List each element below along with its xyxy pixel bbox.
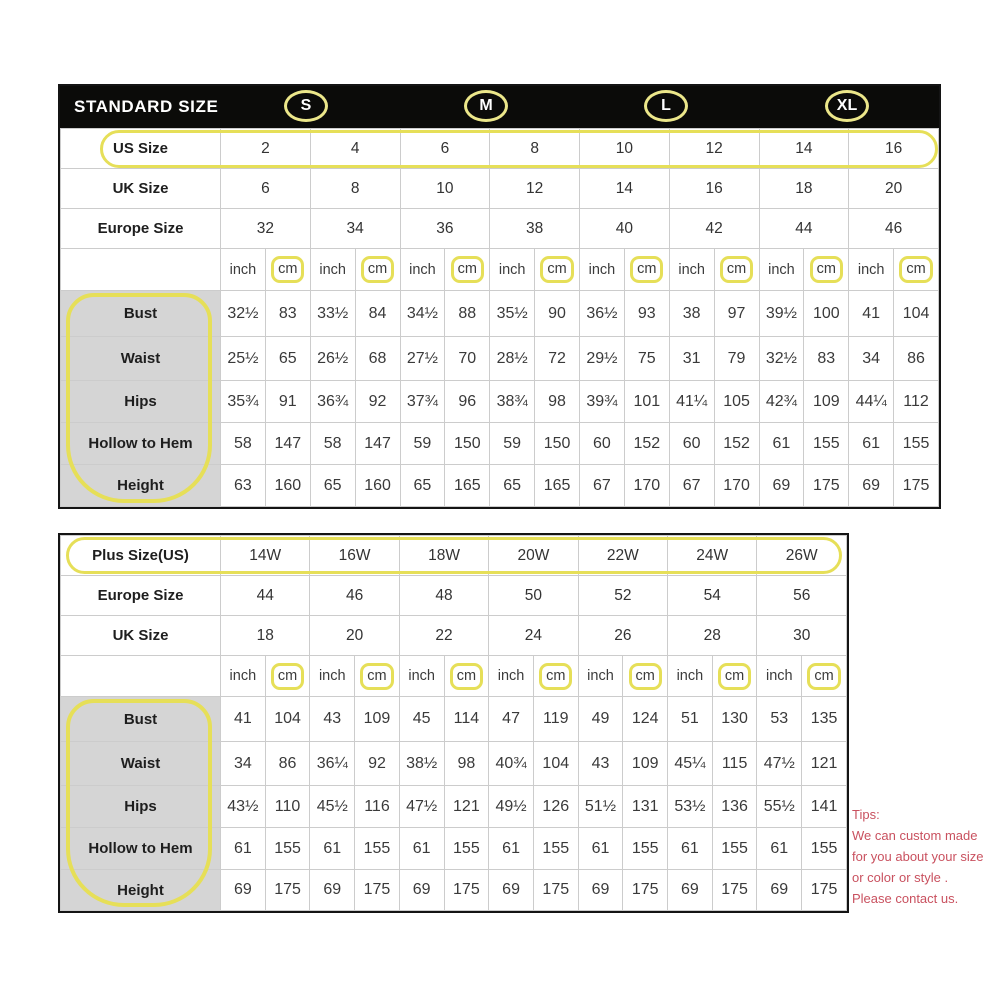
value-cell: 175 — [894, 465, 939, 507]
inch-header-cell: inch — [849, 249, 894, 291]
value-cell: 175 — [355, 870, 400, 911]
value-cell: 47½ — [757, 742, 802, 786]
value-cell: 34 — [849, 337, 894, 381]
value-cell: 97 — [714, 291, 759, 337]
row-label: UK Size — [61, 169, 221, 209]
size-value-cell: 22W — [578, 536, 667, 576]
cm-highlight-badge: cm — [810, 256, 843, 283]
value-cell: 65 — [400, 465, 445, 507]
value-cell: 121 — [802, 742, 847, 786]
value-cell: 26½ — [310, 337, 355, 381]
size-s-circle — [284, 90, 328, 122]
value-cell: 98 — [535, 381, 580, 423]
value-cell: 175 — [444, 870, 489, 911]
cm-highlight-badge: cm — [271, 663, 304, 690]
value-cell: 37¾ — [400, 381, 445, 423]
value-cell: 69 — [759, 465, 804, 507]
value-cell: 69 — [310, 870, 355, 911]
inch-header-cell: inch — [400, 249, 445, 291]
size-xl-circle — [825, 90, 869, 122]
size-value-cell: 24W — [668, 536, 757, 576]
value-cell: 155 — [894, 423, 939, 465]
value-cell: 61 — [849, 423, 894, 465]
value-cell: 28½ — [490, 337, 535, 381]
value-cell: 61 — [757, 828, 802, 870]
value-cell: 109 — [623, 742, 668, 786]
value-cell: 92 — [355, 742, 400, 786]
size-value-cell: 50 — [489, 576, 578, 616]
plus-size-table — [58, 533, 849, 913]
size-value-cell: 2 — [221, 129, 311, 169]
size-l-label: L — [661, 97, 671, 114]
cm-highlight-badge: cm — [451, 256, 484, 283]
cm-header-cell — [804, 249, 849, 291]
value-cell: 38¾ — [490, 381, 535, 423]
value-cell: 155 — [355, 828, 400, 870]
value-cell: 69 — [668, 870, 713, 911]
size-value-cell: 54 — [668, 576, 757, 616]
cm-header-cell — [265, 656, 310, 697]
standard-size-header — [60, 86, 939, 128]
value-cell: 86 — [265, 742, 310, 786]
value-cell: 53½ — [668, 786, 713, 828]
inch-header-cell: inch — [399, 656, 444, 697]
row-label: Height — [61, 870, 221, 911]
value-cell: 126 — [533, 786, 578, 828]
inch-header-cell: inch — [757, 656, 802, 697]
tips-title: Tips: — [852, 807, 880, 822]
value-cell: 155 — [804, 423, 849, 465]
value-cell: 60 — [669, 423, 714, 465]
value-cell: 96 — [445, 381, 490, 423]
size-value-cell: 14 — [759, 129, 849, 169]
inch-header-cell: inch — [489, 656, 534, 697]
tips-line: Please contact us. — [852, 891, 959, 906]
value-cell: 47½ — [399, 786, 444, 828]
value-cell: 31 — [669, 337, 714, 381]
value-cell: 38½ — [399, 742, 444, 786]
value-cell: 65 — [310, 465, 355, 507]
value-cell: 47 — [489, 697, 534, 742]
value-cell: 152 — [714, 423, 759, 465]
size-value-cell: 16 — [849, 129, 939, 169]
size-value-cell: 24 — [489, 616, 578, 656]
value-cell: 147 — [355, 423, 400, 465]
value-cell: 150 — [445, 423, 490, 465]
cm-header-cell — [265, 249, 310, 291]
value-cell: 130 — [712, 697, 757, 742]
value-cell: 88 — [445, 291, 490, 337]
cm-highlight-badge: cm — [360, 663, 393, 690]
inch-header-cell: inch — [580, 249, 625, 291]
table-row — [61, 656, 847, 697]
value-cell: 91 — [265, 381, 310, 423]
value-cell: 61 — [399, 828, 444, 870]
cm-highlight-badge: cm — [899, 256, 932, 283]
size-s-label: S — [300, 97, 312, 114]
value-cell: 61 — [489, 828, 534, 870]
size-chart — [60, 535, 847, 911]
value-cell: 45 — [399, 697, 444, 742]
value-cell: 36¾ — [310, 381, 355, 423]
value-cell: 160 — [265, 465, 310, 507]
size-chart — [60, 128, 939, 507]
value-cell: 61 — [668, 828, 713, 870]
value-cell: 36¼ — [310, 742, 355, 786]
table-row — [61, 465, 939, 507]
row-label: Plus Size(US) — [61, 536, 221, 576]
value-cell: 114 — [444, 697, 489, 742]
size-value-cell: 10 — [400, 169, 490, 209]
value-cell: 109 — [355, 697, 400, 742]
value-cell: 27½ — [400, 337, 445, 381]
value-cell: 155 — [533, 828, 578, 870]
size-value-cell: 18 — [221, 616, 310, 656]
inch-header-cell: inch — [669, 249, 714, 291]
cm-header-cell — [714, 249, 759, 291]
value-cell: 68 — [355, 337, 400, 381]
value-cell: 165 — [535, 465, 580, 507]
table-row — [61, 697, 847, 742]
size-value-cell: 6 — [400, 129, 490, 169]
value-cell: 67 — [580, 465, 625, 507]
row-label: Bust — [61, 291, 221, 337]
value-cell: 41 — [849, 291, 894, 337]
value-cell: 69 — [849, 465, 894, 507]
inch-header-cell: inch — [578, 656, 623, 697]
value-cell: 98 — [444, 742, 489, 786]
inch-header-cell: inch — [221, 656, 266, 697]
value-cell: 55½ — [757, 786, 802, 828]
table-row — [61, 129, 939, 169]
value-cell: 43½ — [221, 786, 266, 828]
size-value-cell: 8 — [490, 129, 580, 169]
cm-header-cell — [535, 249, 580, 291]
inch-header-cell: inch — [310, 249, 355, 291]
value-cell: 84 — [355, 291, 400, 337]
cm-highlight-badge: cm — [539, 663, 572, 690]
value-cell: 43 — [310, 697, 355, 742]
tips-line: We can custom made — [852, 828, 978, 843]
value-cell: 45¼ — [668, 742, 713, 786]
size-value-cell: 18W — [399, 536, 488, 576]
size-value-cell: 30 — [757, 616, 847, 656]
table-row — [61, 249, 939, 291]
size-m-circle — [464, 90, 508, 122]
size-xl-label: XL — [836, 97, 858, 114]
table-row — [61, 536, 847, 576]
value-cell: 75 — [624, 337, 669, 381]
value-cell: 104 — [533, 742, 578, 786]
value-cell: 61 — [759, 423, 804, 465]
row-label: Waist — [61, 742, 221, 786]
value-cell: 119 — [533, 697, 578, 742]
value-cell: 34½ — [400, 291, 445, 337]
value-cell: 155 — [802, 828, 847, 870]
size-value-cell: 36 — [400, 209, 490, 249]
value-cell: 41 — [221, 697, 266, 742]
value-cell: 69 — [578, 870, 623, 911]
size-value-cell: 16 — [669, 169, 759, 209]
value-cell: 101 — [624, 381, 669, 423]
size-value-cell: 40 — [580, 209, 670, 249]
value-cell: 59 — [490, 423, 535, 465]
value-cell: 170 — [624, 465, 669, 507]
value-cell: 42¾ — [759, 381, 804, 423]
cm-header-cell — [712, 656, 757, 697]
value-cell: 61 — [221, 828, 266, 870]
cm-highlight-badge: cm — [361, 256, 394, 283]
value-cell: 32½ — [221, 291, 266, 337]
cm-header-cell — [355, 656, 400, 697]
inch-header-cell: inch — [490, 249, 535, 291]
row-label: US Size — [61, 129, 221, 169]
size-value-cell: 46 — [849, 209, 939, 249]
value-cell: 116 — [355, 786, 400, 828]
value-cell: 58 — [221, 423, 266, 465]
value-cell: 43 — [578, 742, 623, 786]
value-cell: 155 — [265, 828, 310, 870]
size-l-circle — [644, 90, 688, 122]
value-cell: 59 — [400, 423, 445, 465]
cm-header-cell — [355, 249, 400, 291]
value-cell: 131 — [623, 786, 668, 828]
inch-header-cell: inch — [668, 656, 713, 697]
value-cell: 83 — [265, 291, 310, 337]
size-value-cell: 14 — [580, 169, 670, 209]
value-cell: 135 — [802, 697, 847, 742]
size-value-cell: 56 — [757, 576, 847, 616]
size-m-label: M — [479, 97, 493, 114]
tips-line: or color or style . — [852, 870, 949, 885]
size-value-cell: 44 — [759, 209, 849, 249]
size-value-cell: 28 — [668, 616, 757, 656]
table-row — [61, 576, 847, 616]
value-cell: 165 — [445, 465, 490, 507]
row-label: Waist — [61, 337, 221, 381]
size-value-cell: 32 — [221, 209, 311, 249]
value-cell: 40¾ — [489, 742, 534, 786]
value-cell: 33½ — [310, 291, 355, 337]
value-cell: 36½ — [580, 291, 625, 337]
row-label: Europe Size — [61, 209, 221, 249]
value-cell: 45½ — [310, 786, 355, 828]
cm-header-cell — [445, 249, 490, 291]
value-cell: 65 — [265, 337, 310, 381]
value-cell: 63 — [221, 465, 266, 507]
table-row — [61, 169, 939, 209]
cm-header-cell — [623, 656, 668, 697]
cm-highlight-badge: cm — [629, 663, 662, 690]
cm-highlight-badge: cm — [718, 663, 751, 690]
value-cell: 92 — [355, 381, 400, 423]
value-cell: 39½ — [759, 291, 804, 337]
cm-highlight-badge: cm — [540, 256, 573, 283]
standard-size-grid — [60, 128, 939, 507]
value-cell: 141 — [802, 786, 847, 828]
value-cell: 51½ — [578, 786, 623, 828]
size-value-cell: 20 — [310, 616, 399, 656]
standard-size-title: STANDARD SIZE — [74, 97, 219, 116]
size-value-cell: 8 — [310, 169, 400, 209]
value-cell: 100 — [804, 291, 849, 337]
value-cell: 35½ — [490, 291, 535, 337]
value-cell: 109 — [804, 381, 849, 423]
value-cell: 58 — [310, 423, 355, 465]
cm-header-cell — [894, 249, 939, 291]
size-value-cell: 12 — [669, 129, 759, 169]
value-cell: 155 — [623, 828, 668, 870]
value-cell: 70 — [445, 337, 490, 381]
value-cell: 60 — [580, 423, 625, 465]
table-row — [61, 337, 939, 381]
cm-highlight-badge: cm — [630, 256, 663, 283]
value-cell: 83 — [804, 337, 849, 381]
value-cell: 34 — [221, 742, 266, 786]
tips-note — [852, 804, 998, 909]
value-cell: 136 — [712, 786, 757, 828]
value-cell: 175 — [265, 870, 310, 911]
row-label-empty — [61, 249, 221, 291]
row-label: Hollow to Hem — [61, 828, 221, 870]
value-cell: 65 — [490, 465, 535, 507]
value-cell: 110 — [265, 786, 310, 828]
value-cell: 152 — [624, 423, 669, 465]
value-cell: 170 — [714, 465, 759, 507]
inch-header-cell: inch — [759, 249, 804, 291]
value-cell: 29½ — [580, 337, 625, 381]
size-value-cell: 46 — [310, 576, 399, 616]
size-value-cell: 12 — [490, 169, 580, 209]
value-cell: 69 — [399, 870, 444, 911]
cm-highlight-badge: cm — [720, 256, 753, 283]
value-cell: 51 — [668, 697, 713, 742]
cm-highlight-badge: cm — [807, 663, 840, 690]
size-value-cell: 26 — [578, 616, 667, 656]
size-value-cell: 48 — [399, 576, 488, 616]
table-row — [61, 870, 847, 911]
value-cell: 93 — [624, 291, 669, 337]
row-label-empty — [61, 656, 221, 697]
size-value-cell: 26W — [757, 536, 847, 576]
inch-header-cell: inch — [310, 656, 355, 697]
row-label: Bust — [61, 697, 221, 742]
value-cell: 86 — [894, 337, 939, 381]
value-cell: 150 — [535, 423, 580, 465]
value-cell: 32½ — [759, 337, 804, 381]
size-value-cell: 16W — [310, 536, 399, 576]
value-cell: 61 — [578, 828, 623, 870]
cm-highlight-badge: cm — [271, 256, 304, 283]
table-row — [61, 616, 847, 656]
cm-header-cell — [444, 656, 489, 697]
value-cell: 104 — [265, 697, 310, 742]
value-cell: 67 — [669, 465, 714, 507]
value-cell: 49 — [578, 697, 623, 742]
cm-highlight-badge: cm — [450, 663, 483, 690]
value-cell: 41¼ — [669, 381, 714, 423]
value-cell: 155 — [444, 828, 489, 870]
value-cell: 61 — [310, 828, 355, 870]
value-cell: 69 — [489, 870, 534, 911]
value-cell: 79 — [714, 337, 759, 381]
value-cell: 124 — [623, 697, 668, 742]
size-value-cell: 4 — [310, 129, 400, 169]
table-row — [61, 828, 847, 870]
cm-header-cell — [624, 249, 669, 291]
table-row — [61, 209, 939, 249]
value-cell: 175 — [802, 870, 847, 911]
table-row — [61, 291, 939, 337]
value-cell: 175 — [804, 465, 849, 507]
value-cell: 72 — [535, 337, 580, 381]
value-cell: 112 — [894, 381, 939, 423]
value-cell: 175 — [712, 870, 757, 911]
cm-header-cell — [802, 656, 847, 697]
value-cell: 44¼ — [849, 381, 894, 423]
size-value-cell: 20W — [489, 536, 578, 576]
value-cell: 25½ — [221, 337, 266, 381]
value-cell: 53 — [757, 697, 802, 742]
row-label: UK Size — [61, 616, 221, 656]
value-cell: 105 — [714, 381, 759, 423]
value-cell: 69 — [221, 870, 266, 911]
size-value-cell: 42 — [669, 209, 759, 249]
size-value-cell: 52 — [578, 576, 667, 616]
value-cell: 175 — [623, 870, 668, 911]
row-label: Hollow to Hem — [61, 423, 221, 465]
row-label: Hips — [61, 381, 221, 423]
value-cell: 49½ — [489, 786, 534, 828]
value-cell: 115 — [712, 742, 757, 786]
row-label: Height — [61, 465, 221, 507]
tips-line: for you about your size — [852, 849, 984, 864]
size-value-cell: 22 — [399, 616, 488, 656]
value-cell: 35¾ — [221, 381, 266, 423]
value-cell: 147 — [265, 423, 310, 465]
table-row — [61, 786, 847, 828]
plus-size-grid — [60, 535, 847, 911]
cm-header-cell — [533, 656, 578, 697]
value-cell: 38 — [669, 291, 714, 337]
value-cell: 104 — [894, 291, 939, 337]
value-cell: 160 — [355, 465, 400, 507]
value-cell: 175 — [533, 870, 578, 911]
value-cell: 90 — [535, 291, 580, 337]
size-value-cell: 18 — [759, 169, 849, 209]
size-value-cell: 6 — [221, 169, 311, 209]
size-value-cell: 14W — [221, 536, 310, 576]
size-value-cell: 10 — [580, 129, 670, 169]
table-row — [61, 742, 847, 786]
row-label: Hips — [61, 786, 221, 828]
table-row — [61, 381, 939, 423]
size-value-cell: 44 — [221, 576, 310, 616]
value-cell: 39¾ — [580, 381, 625, 423]
row-label: Europe Size — [61, 576, 221, 616]
inch-header-cell: inch — [221, 249, 266, 291]
value-cell: 69 — [757, 870, 802, 911]
size-value-cell: 34 — [310, 209, 400, 249]
size-value-cell: 38 — [490, 209, 580, 249]
standard-size-table — [58, 84, 941, 509]
table-row — [61, 423, 939, 465]
value-cell: 121 — [444, 786, 489, 828]
value-cell: 155 — [712, 828, 757, 870]
size-value-cell: 20 — [849, 169, 939, 209]
